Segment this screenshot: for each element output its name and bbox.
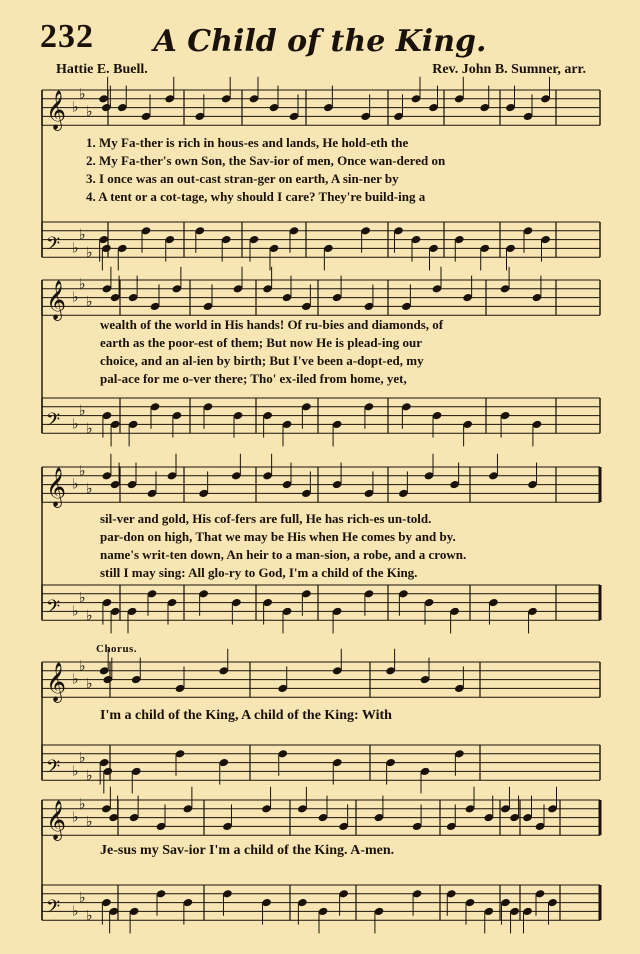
- lyric-line-v3-s1: 3. I once was an out-cast stran-ger on earth, A sin-ner by: [86, 171, 399, 186]
- flat-sign: ♭: [79, 276, 86, 293]
- lyric-line-v4-s1: 4. A tent or a cot-tage, why should I care? They're build-ing a: [86, 189, 426, 204]
- lyric-line-v2-s1: 2. My Fa-ther's own Son, the Sav-ior of men, Once wan-dered on: [86, 153, 446, 168]
- lyric-line-v2-s3: par-don on high, That we may be His when He comes by and by.: [100, 529, 456, 544]
- flat-sign: ♭: [72, 671, 79, 688]
- flat-sign: ♭: [86, 907, 93, 924]
- flat-sign: ♭: [79, 590, 86, 607]
- bass-clef: 𝄢: [46, 597, 61, 623]
- lyric-line-v1-s3: sil-ver and gold, His cof-fers are full, He has rich-es un-told.: [100, 511, 432, 526]
- treble-clef: 𝄞: [46, 800, 67, 841]
- chorus-label: Chorus.: [96, 643, 138, 655]
- flat-sign: ♭: [79, 86, 86, 103]
- flat-sign: ♭: [72, 903, 79, 920]
- flat-sign: ♭: [72, 603, 79, 620]
- flat-sign: ♭: [86, 294, 93, 310]
- flat-sign: ♭: [79, 463, 86, 480]
- flat-sign: ♭: [79, 403, 86, 420]
- lyric-line-v1-s1: 1. My Fa-ther is rich in hous-es and lands, He hold-eth the: [86, 135, 409, 150]
- treble-clef: 𝄞: [46, 662, 67, 703]
- flat-sign: ♭: [72, 289, 79, 306]
- flat-sign: ♭: [86, 676, 93, 692]
- bass-clef: 𝄢: [46, 757, 61, 783]
- lyric-line-v2-s2: earth as the poor-est of them; But now He is plead-ing our: [100, 335, 422, 350]
- flat-sign: ♭: [79, 227, 86, 244]
- flat-sign: ♭: [72, 809, 79, 826]
- lyric-line-chorus-2: Je-sus my Sav-ior I'm a child of the King. A-men.: [100, 843, 395, 858]
- flat-sign: ♭: [72, 99, 79, 116]
- treble-clef: 𝄞: [46, 90, 67, 131]
- flat-sign: ♭: [86, 244, 93, 261]
- flat-sign: ♭: [79, 658, 86, 675]
- flat-sign: ♭: [86, 481, 93, 497]
- author-credit: Hattie E. Buell.: [56, 62, 148, 77]
- lyric-line-chorus-1: I'm a child of the King, A child of the King: With: [100, 708, 392, 723]
- composer-credit: Rev. John B. Sumner, arr.: [432, 62, 586, 77]
- lyric-line-v3-s3: name's writ-ten down, An heir to a man-sion, a robe, and a crown.: [100, 547, 467, 562]
- lyric-line-v1-s2: wealth of the world in His hands! Of ru-bies and diamonds, of: [100, 317, 444, 332]
- hymn-title: A Child of the King.: [153, 24, 487, 59]
- flat-sign: ♭: [72, 763, 79, 780]
- treble-clef: 𝄞: [46, 467, 67, 508]
- hymn-number: 232: [40, 18, 94, 55]
- flat-sign: ♭: [86, 607, 93, 624]
- lyric-line-v3-s2: choice, and an al-ien by birth; But I've been a-dopt-ed, my: [100, 353, 424, 368]
- flat-sign: ♭: [72, 240, 79, 257]
- flat-sign: ♭: [79, 890, 86, 907]
- lyric-line-v4-s2: pal-ace for me o-ver there; Tho' ex-iled from home, yet,: [100, 371, 407, 386]
- flat-sign: ♭: [72, 416, 79, 433]
- bass-clef: 𝄢: [46, 234, 61, 260]
- lyric-line-v4-s3: still I may sing: All glo-ry to God, I'm a child of the King.: [100, 565, 418, 580]
- flat-sign: ♭: [86, 420, 93, 437]
- flat-sign: ♭: [86, 767, 93, 784]
- flat-sign: ♭: [79, 750, 86, 767]
- bass-clef: 𝄢: [46, 897, 61, 923]
- flat-sign: ♭: [86, 814, 93, 830]
- flat-sign: ♭: [79, 796, 86, 813]
- treble-clef: 𝄞: [46, 280, 67, 321]
- flat-sign: ♭: [72, 476, 79, 493]
- flat-sign: ♭: [86, 104, 93, 120]
- bass-clef: 𝄢: [46, 410, 61, 436]
